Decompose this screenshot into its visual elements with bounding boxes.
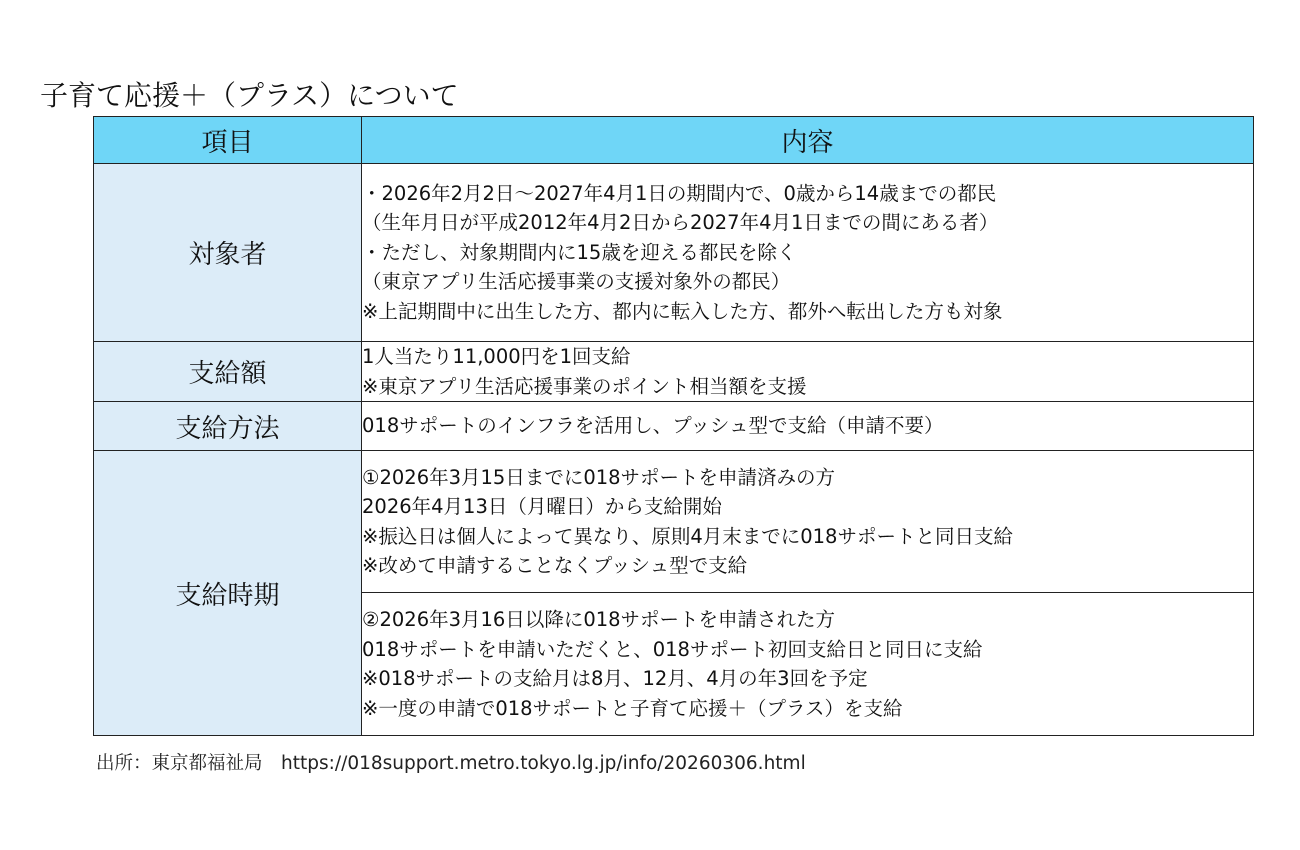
row-content-timing-2 (362, 593, 1254, 736)
content-line: ※上記期間中に出生した方、都内に転入した方、都外へ転出した方も対象 (362, 299, 1003, 323)
header-content: 内容 (362, 117, 1254, 164)
content-line: ①2026年3月15日までに018サポートを申請済みの方 (362, 465, 836, 489)
content-line: ※振込日は個人によって異なり、原則4月末までに018サポートと同日支給 (362, 524, 1013, 548)
row-content-eligibility (362, 164, 1254, 342)
content-line: （生年月日が平成2012年4月2日から2027年4月1日までの間にある者） (362, 211, 999, 235)
content-line: ※改めて申請することなくプッシュ型で支給 (362, 554, 748, 577)
table-row-eligibility (94, 164, 1254, 342)
row-content-timing-1 (362, 451, 1254, 593)
content-line: ※018サポートの支給月は8月、12月、4月の年3回を予定 (362, 667, 868, 690)
content-line: ・ただし、対象期間内に15歳を迎える都民を除く (362, 240, 797, 264)
content-line: 018サポートを申請いただくと、018サポート初回支給日と同日に支給 (362, 637, 983, 661)
content-line: 018サポートのインフラを活用し、プッシュ型で支給（申請不要） (362, 414, 944, 438)
content-line: （東京アプリ生活応援事業の支援対象外の都民） (362, 270, 791, 294)
row-label-timing: 支給時期 (94, 451, 362, 736)
content-line: ※一度の申請で018サポートと子育て応援＋（プラス）を支給 (362, 696, 903, 720)
table-row-timing (94, 451, 1254, 593)
content-line: ②2026年3月16日以降に018サポートを申請された方 (362, 608, 836, 631)
row-content-amount (362, 342, 1254, 402)
content-line: 1人当たり11,000円を1回支給 (362, 345, 631, 368)
content-line: ・2026年2月2日～2027年4月1日の期間内で、0歳から14歳までの都民 (362, 181, 997, 205)
info-table (93, 116, 1254, 736)
source-note: 出所：東京都福祉局 https://018support.metro.tokyo.lg.jp/info/20260306.html (96, 753, 806, 774)
table-row-amount (94, 342, 1254, 402)
row-label-method: 支給方法 (94, 402, 362, 451)
header-item: 項目 (94, 117, 362, 164)
page-title: 子育て応援＋（プラス）について (40, 79, 459, 112)
table-header-row (94, 117, 1254, 164)
row-label-eligibility: 対象者 (94, 164, 362, 342)
table-row-method (94, 402, 1254, 451)
content-line: ※東京アプリ生活応援事業のポイント相当額を支援 (362, 374, 807, 398)
content-line: 2026年4月13日（月曜日）から支給開始 (362, 495, 722, 518)
row-label-amount: 支給額 (94, 342, 362, 402)
row-content-method (362, 402, 1254, 451)
